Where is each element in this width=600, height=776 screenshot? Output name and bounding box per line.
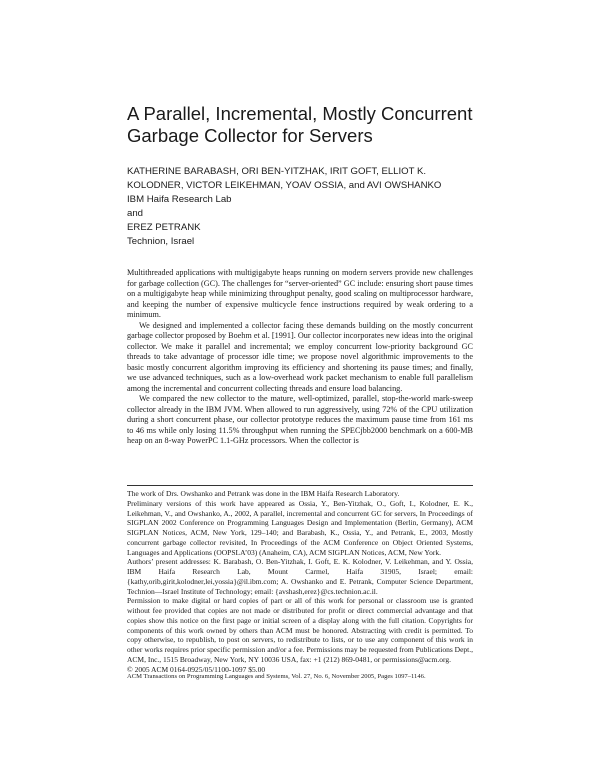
- title-line-1: A Parallel, Incremental, Mostly Concurrent: [127, 103, 473, 124]
- affiliation-ibm: IBM Haifa Research Lab: [127, 194, 232, 205]
- footnote-copyright: © 2005 ACM 0164-0925/05/1100-1097 $5.00: [127, 664, 266, 674]
- authors-petrank: EREZ PETRANK: [127, 222, 201, 233]
- authors-and: and: [127, 208, 144, 219]
- abstract: [127, 268, 473, 447]
- footnote-work-note: The work of Drs. Owshanko and Petrank was done in the IBM Haifa Research Laboratory.: [127, 489, 400, 498]
- authors-line-1: KATHERINE BARABASH, ORI BEN-YITZHAK, IRIT GOFT, ELLIOT K.: [127, 166, 427, 177]
- abstract-paragraph-3: We compared the new collector to the mature, well-optimized, parallel, stop-the-world mark-sweep collector already in the IBM JVM. When allowed to run aggressively, using 72% of the CPU utilization during a short concurrent phase, our collector prototype reduces the maximum pause time from 161 ms to 46 ms while only losing 11.5% throughput when running the SPECjbb2000 benchmark on a 600-MB heap on an 8-way PowerPC 1.1-GHz processors. When the collector is: [127, 394, 473, 445]
- abstract-paragraph-1: Multithreaded applications with multigigabyte heaps running on modern servers provide new challenges for garbage collection (GC). The challenges for “server-oriented” GC include: ensuring short pause times on a multigigabyte heap while minimizing throughput penalty, good scaling on multiprocessor hardware, and keeping the number of expensive multicycle fence instructions required by weak ordering to a minimum.: [127, 268, 473, 319]
- footnote-permissions: Permission to make digital or hard copies of part or all of this work for personal or classroom use is granted without fee provided that copies are not made or distributed for profit or direct commercial advantage and that copies show this notice on the first page or initial screen of a display along with the full citation. Copyrights for components of this work owned by others than ACM must be honored. Abstracting with credit is permitted. To copy otherwise, to republish, to post on servers, to redistribute to lists, or to use any component of this work in other works requires prior specific permission and/or a fee. Permissions may be requested from Publications Dept., ACM, Inc., 1515 Broadway, New York, NY 10036 USA, fax: +1 (212) 869-0481, or permissions@acm.org.: [127, 596, 473, 664]
- abstract-paragraph-2: We designed and implemented a collector facing these demands building on the mostly concurrent garbage collector proposed by Boehm et al. [1991]. Our collector incorporates new ideas into the original collector. We make it parallel and incremental; we employ concurrent low-priority background GC threads to take advantage of processor idle time; we propose novel algorithmic improvements to the basic mostly concurrent algorithm improving its efficiency and shortening its pause times; and finally, we use advanced techniques, such as a low-overhead work packet mechanism to enable full parallelism among the incremental and concurrent collecting threads and ensure load balancing.: [127, 320, 473, 393]
- authors-line-2: KOLODNER, VICTOR LEIKEHMAN, YOAV OSSIA, and AVI OWSHANKO: [127, 180, 442, 191]
- footnote-rule: [127, 485, 473, 486]
- author-block: [127, 165, 497, 249]
- paper-title: [127, 103, 507, 147]
- title-line-2: Garbage Collector for Servers: [127, 125, 373, 146]
- affiliation-technion: Technion, Israel: [127, 236, 195, 247]
- footnote-addresses: Authors’ present addresses: K. Barabash, O. Ben-Yitzhak, I. Goft, E. K. Kolodner, V. Leikehman, and Y. Ossia, IBM Haifa Research Lab, Mount Carmel, Haifa 31905, Israel; email: {kathy,orib,girit,kolodner,lei,yossia}@il.ibm.com; A. Owshanko and E. Petrank, Computer Science Department, Technion—Israel Institute of Technology; email: {avshash,erez}@cs.technion.ac.il.: [127, 557, 473, 596]
- footnote-block: [127, 489, 473, 674]
- footnote-preliminary-versions: Preliminary versions of this work have appeared as Ossia, Y., Ben-Yitzhak, O., Goft, I., Kolodner, E. K., Leikehman, V., and Owshanko, A., 2002, A parallel, incremental and concurrent GC for servers, In Proceedings of SIGPLAN 2002 Conference on Programming Languages Design and Implementation (Berlin, Germany), ACM SIGPLAN Notices, ACM, New York, 129–140; and Barabash, K., Ossia, Y., and Petrank, E., 2003, Mostly concurrent garbage collector revisited, In Proceedings of the ACM Conference on Object Oriented Systems, Languages and Applications (OOPSLA’03) (Anaheim, CA), ACM SIGPLAN Notices, ACM, New York.: [127, 498, 473, 557]
- journal-footer: ACM Transactions on Programming Languages and Systems, Vol. 27, No. 6, November 2005, Pages 1097–1146.: [127, 673, 426, 680]
